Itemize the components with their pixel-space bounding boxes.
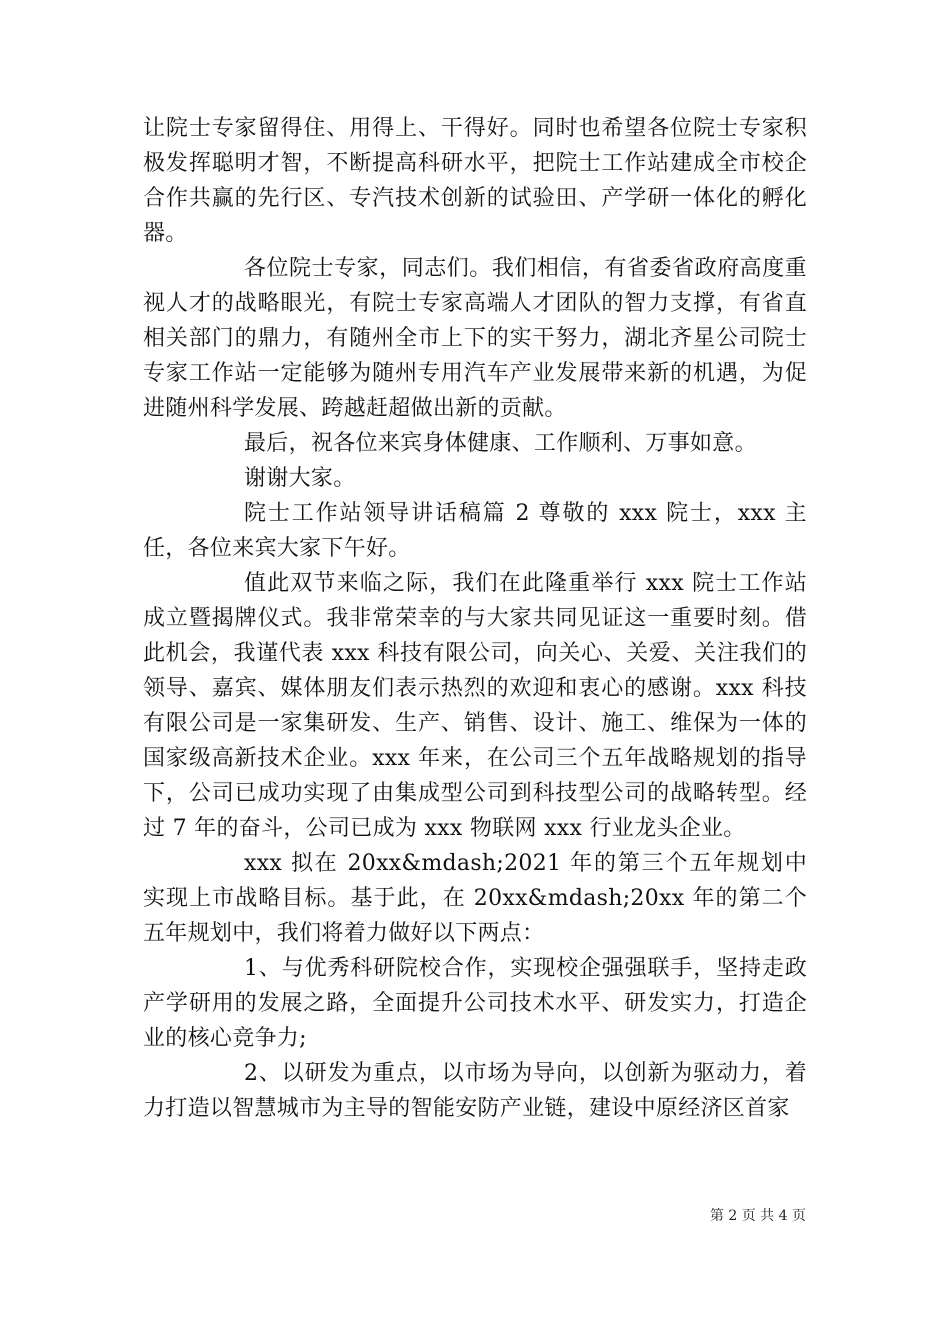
paragraph-7: xxx 拟在 20xx&mdash;2021 年的第三个五年规划中实现上市战略目标。基于此，在 20xx&mdash;20xx 年的第二个五年规划中，我们将着力做好以下两点： xyxy=(143,851,807,946)
paragraph-6: 值此双节来临之际，我们在此隆重举行 xxx 院士工作站成立暨揭牌仪式。我非常荣幸的与大家共同见证这一重要时刻。借此机会，我谨代表 xxx 科技有限公司，向关心、关爱、关注我们的领导、嘉宾、媒体朋友们表示热烈的欢迎和衷心的感谢。xxx 科技有限公司是一家集研发、生产、销售、设计、施工、维保为一体的国家级高新技术企业。xxx 年来，在公司三个五年战略规划的指导下，公司已成功实现了由集成型公司到科技型公司的战略转型。经过 7 年的奋斗，公司已成为 xxx 物联网 xxx 行业龙头企业。 xyxy=(143,571,807,841)
paragraph-2: 各位院士专家，同志们。我们相信，有省委省政府高度重视人才的战略眼光，有院士专家高端人才团队的智力支撑，有省直相关部门的鼎力，有随州全市上下的实干努力，湖北齐星公司院士专家工作站一定能够为随州专用汽车产业发展带来新的机遇，为促进随州科学发展、跨越赶超做出新的贡献。 xyxy=(143,256,807,421)
paragraph-5: 院士工作站领导讲话稿篇 2 尊敬的 xxx 院士，xxx 主任，各位来宾大家下午好。 xyxy=(143,501,807,561)
paragraph-3: 最后，祝各位来宾身体健康、工作顺利、万事如意。 xyxy=(244,431,757,456)
paragraph-4: 谢谢大家。 xyxy=(244,466,356,491)
paragraph-1: 让院士专家留得住、用得上、干得好。同时也希望各位院士专家积极发挥聪明才智，不断提高科研水平，把院士工作站建成全市校企合作共赢的先行区、专汽技术创新的试验田、产学研一体化的孵化器。 xyxy=(143,116,807,246)
paragraph-8: 1、与优秀科研院校合作，实现校企强强联手，坚持走政产学研用的发展之路，全面提升公司技术水平、研发实力，打造企业的核心竞争力; xyxy=(143,956,807,1051)
paragraph-9: 2、以研发为重点，以市场为导向，以创新为驱动力，着力打造以智慧城市为主导的智能安防产业链，建设中原经济区首家 xyxy=(143,1061,807,1121)
document-body xyxy=(143,111,807,1126)
page-number: 第 2 页 共 4 页 xyxy=(709,1208,806,1224)
